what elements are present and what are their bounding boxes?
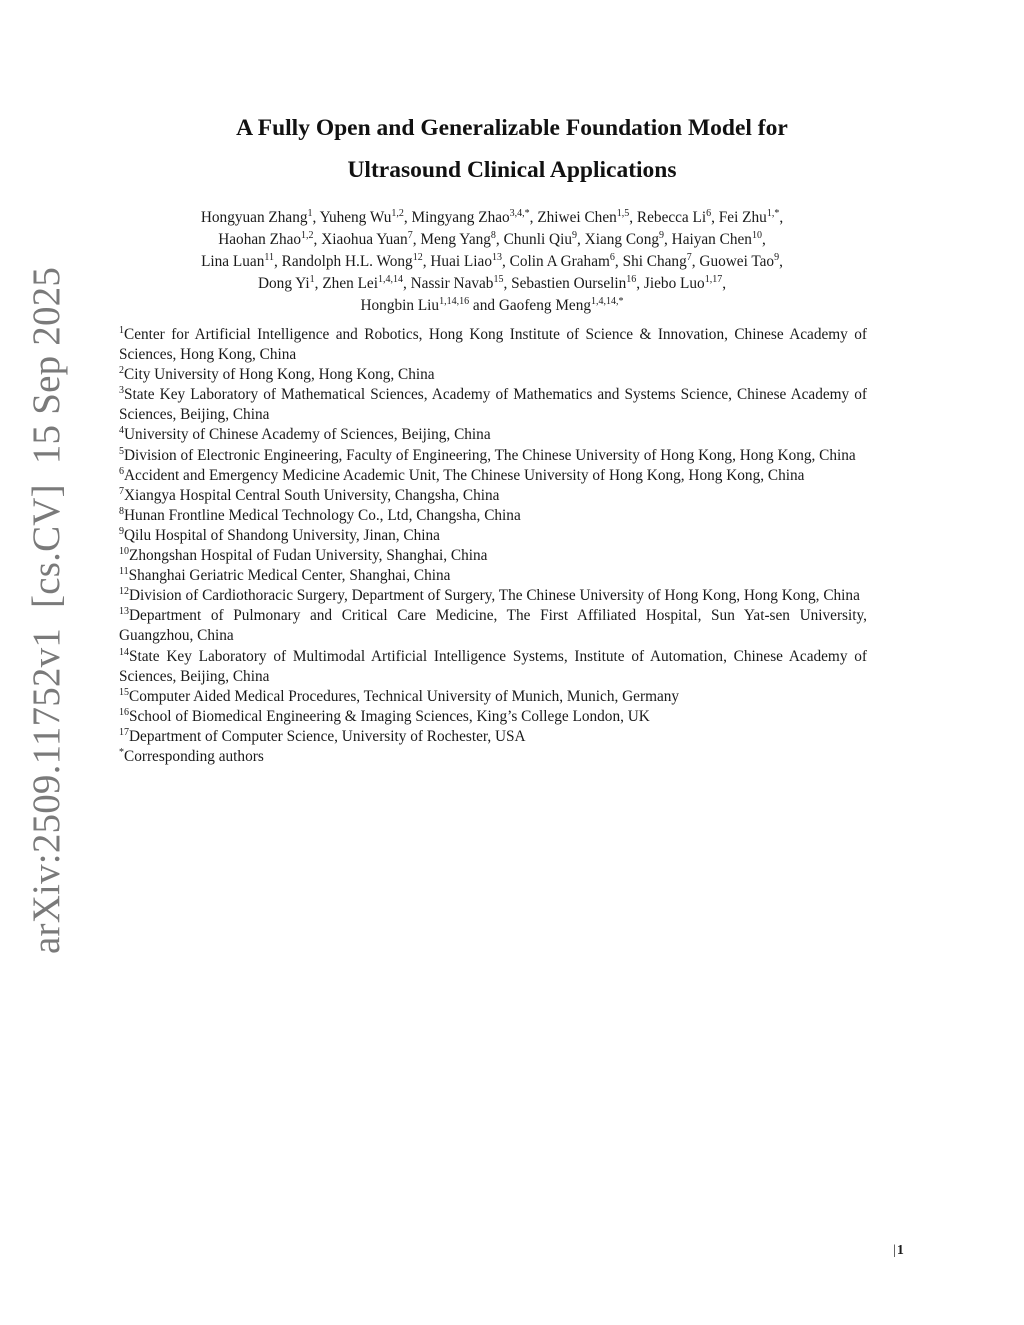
affiliation-list: [119, 325, 867, 767]
affiliation-mark: 7: [119, 485, 124, 497]
author-affil-mark: 3,4,*: [509, 208, 530, 219]
author-name: Haiyan Chen: [671, 231, 752, 248]
author-name: Sebastien Ourselin: [511, 275, 627, 292]
author-name: Meng Yang: [420, 231, 491, 248]
title-line-1: A Fully Open and Generalizable Foundation Model for: [236, 115, 788, 141]
affiliation-text: Division of Electronic Engineering, Faculty of Engineering, The Chinese University of Hong Kong, Hong Kong, China: [124, 446, 856, 464]
affiliation-text: University of Chinese Academy of Sciences, Beijing, China: [124, 426, 491, 444]
author-affil-mark: 9: [774, 252, 780, 263]
page-number: 1: [896, 1243, 904, 1258]
author-name: Lina Luan: [201, 253, 265, 270]
affiliation-item: [119, 325, 867, 365]
author-affil-mark: 1: [307, 208, 313, 219]
author-name: Jiebo Luo: [643, 275, 705, 292]
affiliation-text: State Key Laboratory of Mathematical Sciences, Academy of Mathematics and Systems Science, Chinese Academy of Sciences, Beijing, China: [119, 386, 867, 424]
author-affil-mark: 9: [571, 230, 577, 241]
author-line: [120, 295, 864, 317]
affiliation-item: [119, 707, 867, 727]
author-affil-mark: 8: [490, 230, 496, 241]
author-affil-mark: 16: [626, 274, 637, 285]
author-affil-mark: 6: [609, 252, 615, 263]
author-name: Xiaohua Yuan: [321, 231, 408, 248]
author-name: Dong Yi: [257, 275, 310, 292]
author-affil-mark: 15: [493, 274, 504, 285]
affiliation-mark: 5: [119, 445, 124, 457]
paper-title: [0, 107, 1024, 191]
affiliation-item: [119, 425, 867, 445]
author-affil-mark: 11: [264, 252, 274, 263]
author-name: Huai Liao: [430, 253, 492, 270]
author-affil-mark: 1,5: [616, 208, 630, 219]
author-affil-mark: 12: [412, 252, 423, 263]
affiliation-mark: 4: [119, 425, 124, 437]
page-separator: |: [893, 1243, 896, 1258]
author-name: Zhen Lei: [322, 275, 378, 292]
author-affil-mark: 6: [706, 208, 712, 219]
author-line: Dong Yi$^1$, Zhen Lei$^{1,4,14}$, Nassir Navab$^{15}$, Sebastien Ourselin$^{16}$, Jiebo Luo$^{1,17}$,: [257, 274, 727, 292]
author-name: Colin A Graham: [509, 253, 610, 270]
affiliation-item: [119, 446, 867, 466]
author-affil-mark: 1,4,14,*: [591, 296, 624, 307]
author-name: Fei Zhu: [718, 209, 767, 226]
author-affil-mark: 13: [491, 252, 502, 263]
author-list: [120, 207, 864, 317]
affiliation-mark: 1: [119, 325, 124, 336]
affiliation-item: [119, 385, 867, 425]
author-name: Guowei Tao: [699, 253, 775, 270]
affiliation-mark: *: [119, 746, 124, 758]
author-line: Haohan Zhao$^{1,2}$, Xiaohua Yuan$^7$, Meng Yang$^8$, Chunli Qiu$^9$, Xiang Cong$^9$, Haiyan Chen$^{10}$,: [218, 230, 766, 248]
affiliation-text: Center for Artificial Intelligence and Robotics, Hong Kong Institute of Science & Innovation, Chinese Academy of Sciences, Hong Kong, China: [119, 326, 867, 364]
author-name: Zhiwei Chen: [537, 209, 617, 226]
affiliation-text: Zhongshan Hospital of Fudan University, Shanghai, China: [129, 547, 488, 565]
affiliation-text: Hunan Frontline Medical Technology Co., Ltd, Changsha, China: [124, 506, 521, 524]
affiliation-item: [119, 546, 867, 566]
affiliation-text: Department of Pulmonary and Critical Care Medicine, The First Affiliated Hospital, Sun Yat-sen University, Guangzhou, China: [119, 607, 867, 645]
author-name: Mingyang Zhao: [411, 209, 510, 226]
author-affil-mark: 1,17: [704, 274, 723, 285]
author-name: Shi Chang: [622, 253, 687, 270]
affiliation-mark: 11: [119, 566, 129, 578]
author-name: Rebecca Li: [636, 209, 707, 226]
affiliation-mark: 17: [119, 726, 129, 738]
corresponding-authors-note: [119, 747, 867, 767]
affiliation-text: State Key Laboratory of Multimodal Artificial Intelligence Systems, Institute of Automation, Chinese Academy of Sciences, Beijing, China: [119, 647, 867, 685]
author-affil-mark: 7: [407, 230, 413, 241]
author-affil-mark: 7: [686, 252, 692, 263]
affiliation-item: [119, 727, 867, 747]
affiliation-text: Qilu Hospital of Shandong University, Jinan, China: [124, 526, 440, 544]
affiliation-text: Department of Computer Science, University of Rochester, USA: [129, 727, 526, 745]
author-affil-mark: 1,4,14: [377, 274, 403, 285]
arxiv-identifier-stamp: [12, 266, 82, 954]
affiliation-text: Corresponding authors: [124, 747, 264, 765]
affiliation-item: [119, 526, 867, 546]
affiliation-text: Shanghai Geriatric Medical Center, Shanghai, China: [128, 567, 451, 585]
author-conjunction: and: [472, 297, 495, 314]
affiliation-mark: 6: [119, 465, 124, 477]
author-name: Nassir Navab: [410, 275, 494, 292]
affiliation-item: [119, 506, 867, 526]
arxiv-date: 15 Sep 2025: [25, 266, 68, 465]
affiliation-mark: 9: [119, 525, 124, 537]
author-name: Xiang Cong: [584, 231, 659, 248]
affiliation-mark: 3: [119, 385, 124, 397]
affiliation-mark: 12: [119, 586, 129, 598]
affiliation-item: [119, 486, 867, 506]
affiliation-item: [119, 466, 867, 486]
arxiv-category: [cs.CV]: [25, 484, 68, 608]
affiliation-text: Computer Aided Medical Procedures, Technical University of Munich, Munich, Germany: [129, 687, 680, 705]
author-affil-mark: 1,2: [301, 230, 314, 241]
author-affil-mark: 1,2: [391, 208, 404, 219]
affiliation-mark: 16: [119, 706, 129, 718]
author-name: Chunli Qiu: [503, 231, 572, 248]
author-name: Yuheng Wu: [319, 209, 392, 226]
author-name: Haohan Zhao: [218, 231, 302, 248]
author-affil-mark: 10: [751, 230, 762, 241]
affiliation-text: City University of Hong Kong, Hong Kong, China: [124, 366, 435, 384]
author-name: Randolph H.L. Wong: [281, 253, 413, 270]
author-line: Hongyuan Zhang$^1$, Yuheng Wu$^{1,2}$, Mingyang Zhao$^{3,4,*}$, Zhiwei Chen$^{1,5}$, Rebecca Li$^6$, Fei Zhu$^{1,*}$,: [200, 208, 784, 226]
affiliation-text: School of Biomedical Engineering & Imaging Sciences, King’s College London, UK: [129, 707, 650, 725]
affiliation-item: [119, 365, 867, 385]
title-line-2: Ultrasound Clinical Applications: [347, 157, 677, 183]
author-affil-mark: 1: [309, 274, 315, 285]
affiliation-text: Accident and Emergency Medicine Academic Unit, The Chinese University of Hong Kong, Hong Kong, China: [124, 466, 805, 484]
author-name: Hongyuan Zhang: [200, 209, 308, 226]
affiliation-mark: 8: [119, 505, 124, 517]
affiliation-item: [119, 687, 867, 707]
affiliation-item: [119, 606, 867, 646]
arxiv-id: arXiv:2509.11752v1: [25, 627, 68, 954]
affiliation-item: [119, 586, 867, 606]
affiliation-item: [119, 566, 867, 586]
affiliation-mark: 10: [119, 546, 129, 558]
affiliation-mark: 15: [119, 686, 129, 698]
author-affil-mark: 9: [659, 230, 664, 241]
affiliation-text: Division of Cardiothoracic Surgery, Department of Surgery, The Chinese University of Hong Kong, Hong Kong, China: [129, 587, 860, 605]
affiliation-item: [119, 647, 867, 687]
author-affil-mark: 1,14,16: [439, 296, 470, 307]
page-footer: [893, 1243, 904, 1259]
affiliation-mark: 2: [119, 365, 124, 377]
affiliation-mark: 14: [119, 646, 129, 658]
author-affil-mark: 1,*: [766, 208, 780, 219]
affiliation-text: Xiangya Hospital Central South University, Changsha, China: [124, 486, 500, 504]
author-name: Hongbin Liu: [360, 297, 440, 314]
author-line: Lina Luan$^{11}$, Randolph H.L. Wong$^{12}$, Huai Liao$^{13}$, Colin A Graham$^6$, Shi Chang$^7$, Guowei Tao$^9$,: [201, 252, 783, 270]
affiliation-mark: 13: [119, 606, 129, 618]
author-name: Gaofeng Meng: [498, 297, 592, 314]
